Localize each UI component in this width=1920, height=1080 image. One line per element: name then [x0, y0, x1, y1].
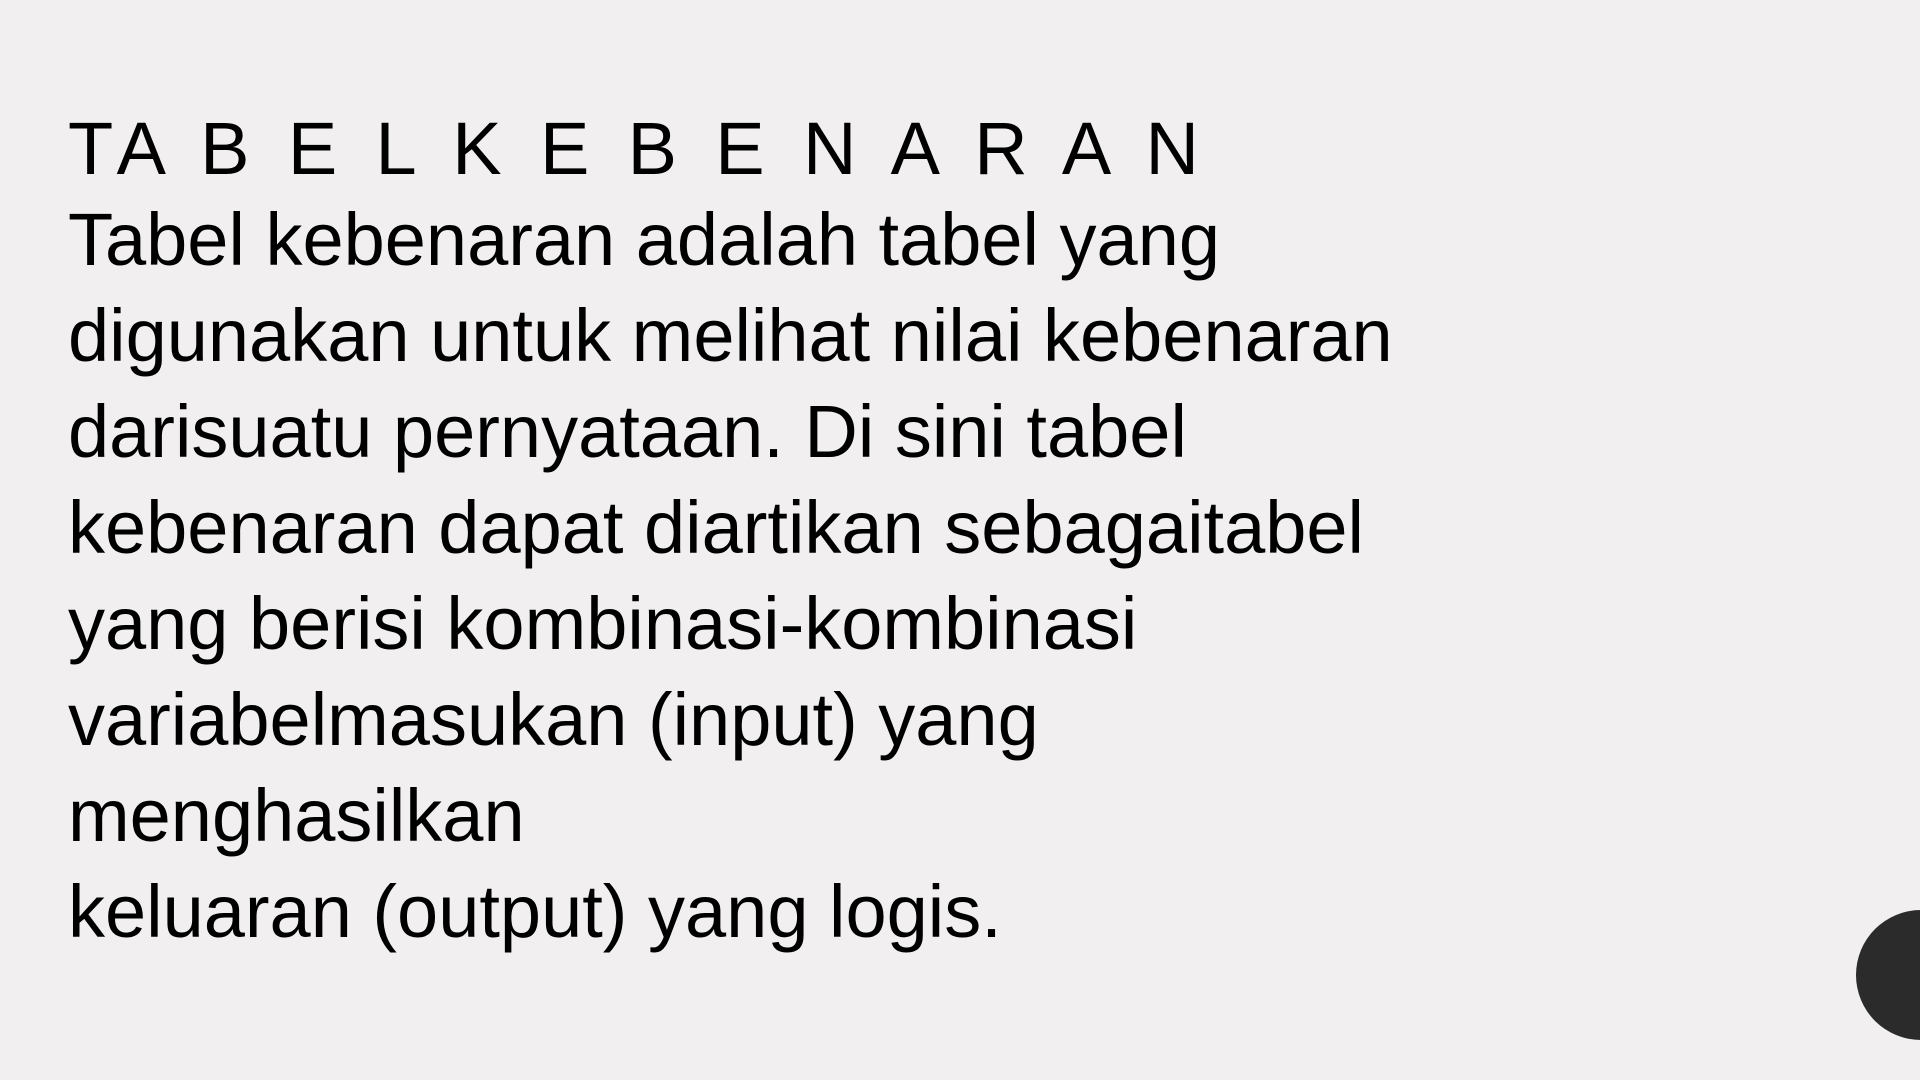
body-line: yang berisi kombinasi-kombinasi	[68, 582, 1138, 665]
body-line: menghasilkan	[68, 774, 525, 857]
slide-content	[68, 108, 1568, 960]
slide-body	[68, 192, 1568, 960]
body-line: keluaran (output) yang logis.	[68, 870, 1002, 953]
body-line: kebenaran dapat diartikan sebagaitabel	[68, 486, 1364, 569]
body-line: Tabel kebenaran adalah tabel yang	[68, 198, 1221, 281]
slide-title: TA B E L K E B E N A R A N	[68, 107, 1208, 190]
body-line: darisuatu pernyataan. Di sini tabel	[68, 390, 1187, 473]
body-line: variabelmasukan (input) yang	[68, 678, 1039, 761]
body-line: digunakan untuk melihat nilai kebenaran	[68, 294, 1393, 377]
decorative-circle-shape	[1856, 910, 1920, 1040]
